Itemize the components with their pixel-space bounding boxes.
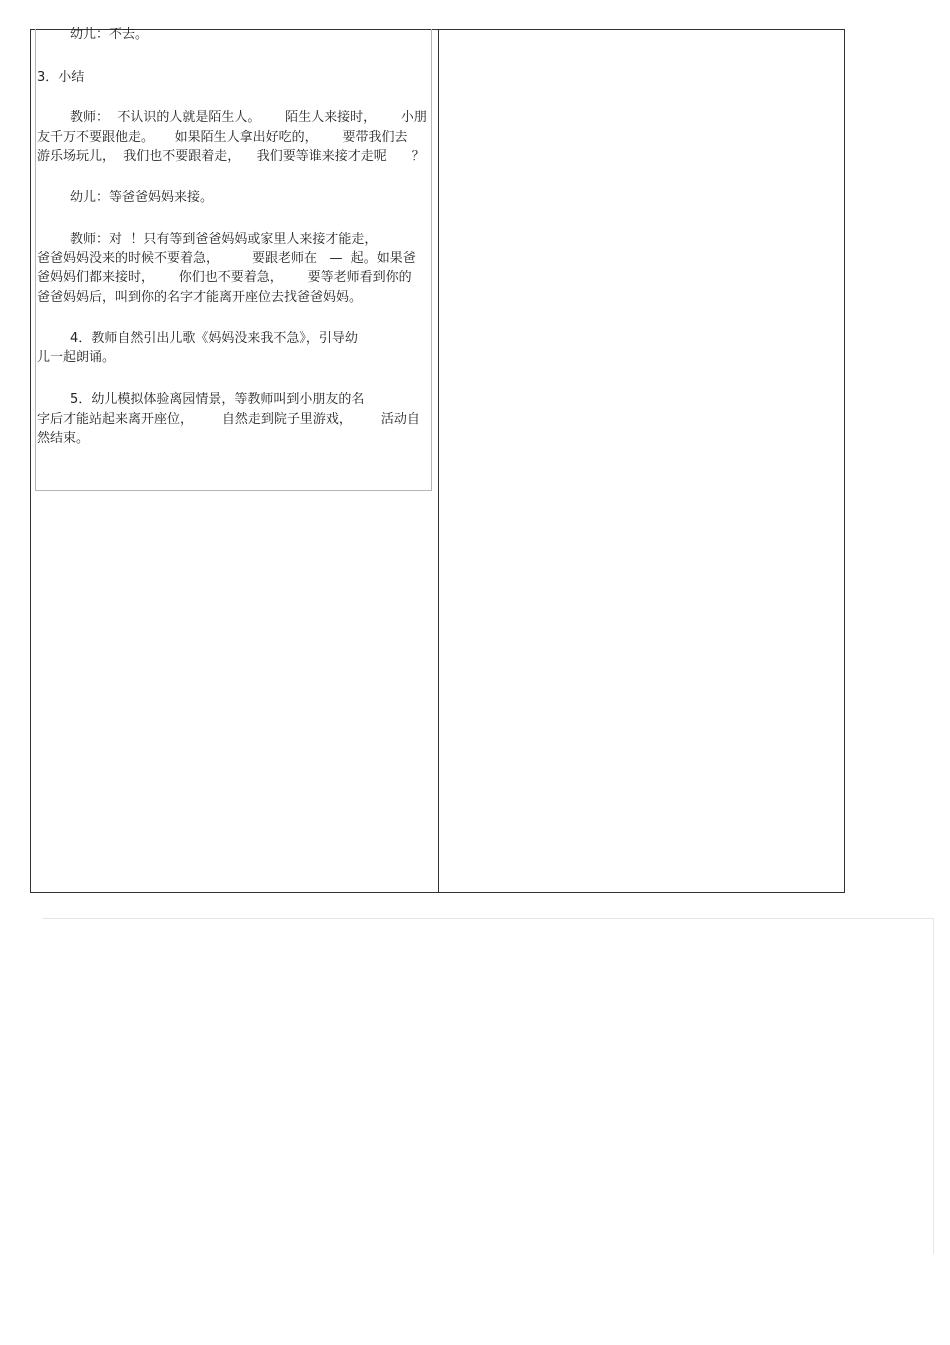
blank-page-area [42,918,934,1254]
step-5-line-3: 然结束。 [37,431,90,446]
table-column-divider [438,29,439,893]
paragraph-teacher-2-line-1: 教师：对 ！只有等到爸爸妈妈或家里人来接才能走， [37,232,378,247]
step-4-line-2: 儿一起朗诵。 [37,350,116,365]
paragraph-teacher-2-line-4: 爸爸妈妈后，叫到你的名字才能离开座位去找爸爸妈妈。 [37,290,363,305]
section-heading-summary: 3．小结 [37,70,85,85]
step-5-line-1: 5．幼儿模拟体验离园情景，等教师叫到小朋友的名 [37,392,365,407]
dialogue-child-1: 幼儿：不去。 [37,27,149,42]
paragraph-teacher-1-line-3: 游乐场玩儿， 我们也不要跟着走， 我们要等谁来接才走呢 ？ [37,149,425,164]
paragraph-teacher-2-line-3: 爸妈妈们都来接时， 你们也不要着急， 要等老师看到你的 [37,270,412,285]
dialogue-child-2: 幼儿：等爸爸妈妈来接。 [37,190,214,205]
paragraph-teacher-2-line-2: 爸爸妈妈没来的时候不要着急， 要跟老师在 — 起。如果爸 [37,251,416,266]
paragraph-teacher-1-line-1: 教师： 不认识的人就是陌生人。 陌生人来接时， 小朋 [37,110,427,125]
step-5-line-2: 字后才能站起来离开座位， 自然走到院子里游戏， 活动自 [37,412,420,427]
paragraph-teacher-1-line-2: 友千万不要跟他走。 如果陌生人拿出好吃的， 要带我们去 [37,130,408,145]
step-4-line-1: 4．教师自然引出儿歌《妈妈没来我不急》，引导幼 [37,331,358,346]
